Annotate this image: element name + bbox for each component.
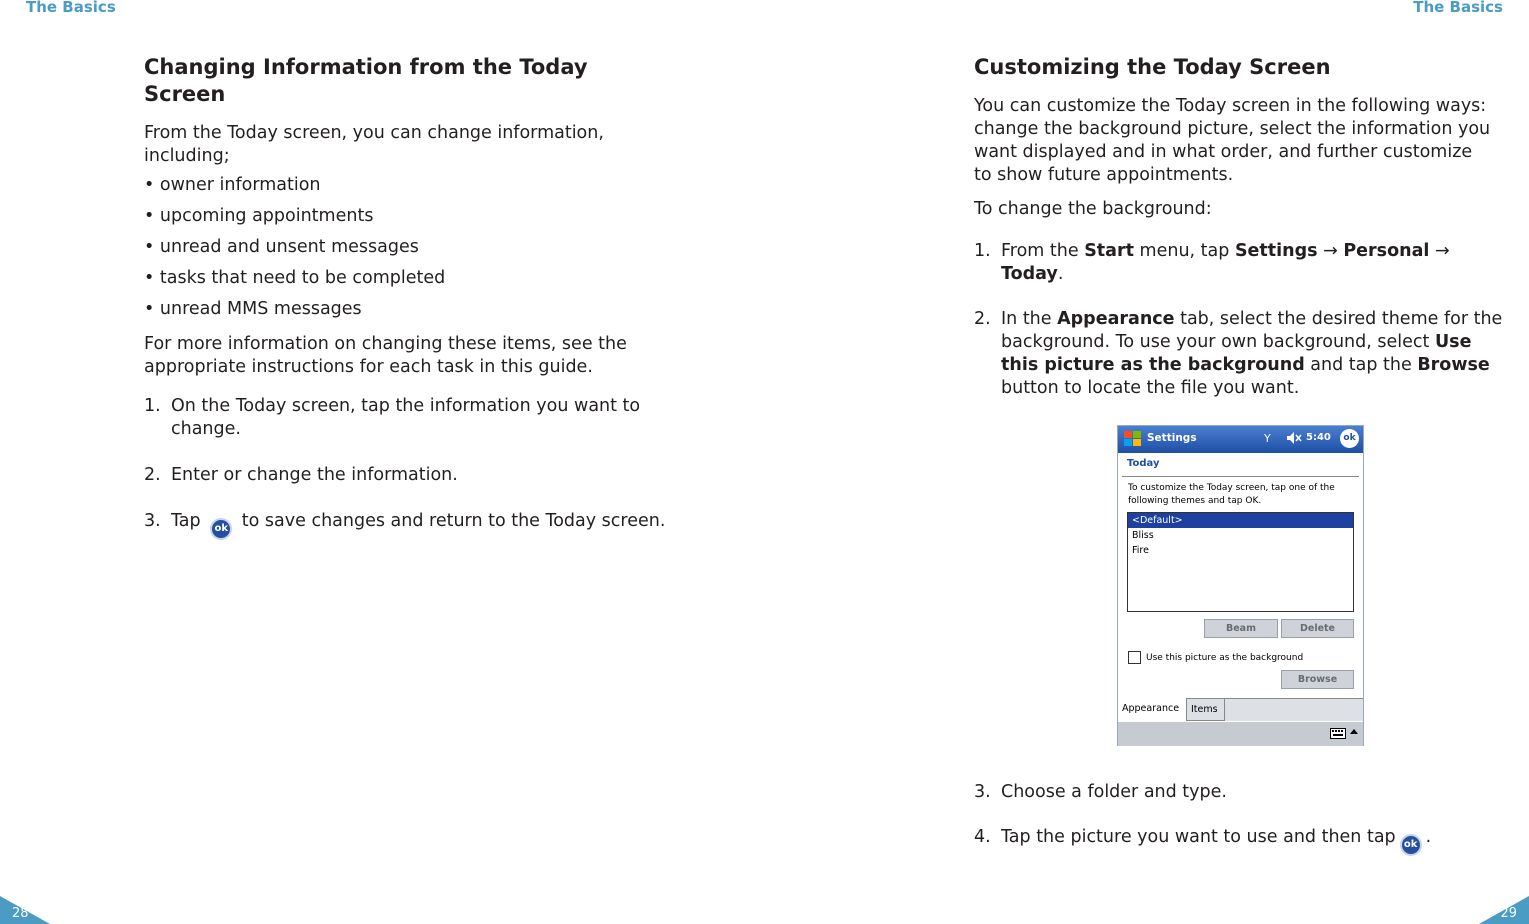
right-step-1 [974,240,1501,286]
step-text-before: Tap [171,511,201,531]
beam-button[interactable]: Beam [1204,619,1278,638]
step-number: 3. [144,511,161,531]
step-text: menu, tap [1133,241,1235,261]
page-number-left-text: 28 [12,906,29,921]
use-picture-label: Use this picture as the background [1001,332,1472,375]
browse-button[interactable]: Browse [1281,670,1354,689]
right-step-4 [974,826,1521,856]
input-arrow-icon[interactable] [1350,728,1358,736]
checkbox-label: Use this picture as the background [1146,653,1304,663]
left-page-title: Changing Information from the Today Screen [144,55,588,106]
bullet-item: • unread MMS messages [144,299,362,319]
step-text-after: . [1425,827,1432,847]
left-step-2 [144,464,704,487]
step-text: . [1057,264,1064,284]
tab-appearance[interactable]: Appearance [1118,698,1187,721]
left-intro: From the Today screen, you can change information, including; [144,123,604,166]
theme-item[interactable]: Fire [1132,545,1149,556]
page-number-left [0,896,50,924]
step-number: 2. [144,465,161,485]
ok-icon: ok [210,518,232,540]
left-step-3 [144,510,731,540]
menu-today: Today [1001,264,1058,284]
step-number: 1. [974,241,991,261]
tab-strip [1118,698,1363,722]
title-bar [1118,426,1363,453]
right-step-2 [974,308,1511,400]
appearance-label: Appearance [1057,309,1175,329]
speaker-icon[interactable] [1286,431,1302,445]
running-header-right: The Basics [1413,0,1503,16]
step-number: 1. [144,396,161,416]
step-text: Enter or change the information. [171,465,458,485]
running-header-left: The Basics [26,0,116,16]
menu-personal: Personal [1343,241,1430,261]
theme-item[interactable]: Bliss [1132,530,1154,541]
instruction-text: To customize the Today screen, tap one of the following themes and tap OK. [1128,483,1335,506]
keyboard-icon[interactable] [1330,728,1346,739]
left-more-info: For more information on changing these items, see the appropriate instructions for each task in this guide. [144,334,627,377]
step-text: Tap the picture you want to use and then tap [1001,827,1396,847]
step-text: and tap the [1304,355,1418,375]
divider [1122,476,1359,477]
today-settings-screenshot [1117,425,1364,746]
page-number-right-text: 29 [1500,906,1517,921]
right-page-title: Customizing the Today Screen [974,55,1331,79]
ok-button[interactable]: ok [1340,429,1359,448]
menu-bar [1118,721,1363,746]
menu-settings: Settings [1234,241,1318,261]
use-picture-checkbox[interactable] [1128,651,1141,664]
section-title: Today [1127,458,1160,469]
arrow: → [1429,241,1450,261]
right-step-3 [974,781,1227,804]
windows-logo-icon[interactable] [1123,430,1143,448]
step-text: From the [1001,241,1085,261]
step-number: 2. [974,309,991,329]
clock[interactable]: 5:40 [1306,432,1331,443]
step-text: On the Today screen, tap the information you want to change. [171,396,641,439]
arrow: → [1317,241,1344,261]
left-page [144,54,704,540]
right-sub: To change the background: [974,199,1212,219]
page-number-right [1479,896,1529,924]
left-step-1 [144,395,671,441]
browse-label: Browse [1417,355,1490,375]
right-intro: You can customize the Today screen in the following ways: change the background picture, select the information you want displayed and in what order, and further customize to show future appointments. [974,96,1491,185]
step-text-after: to save changes and return to the Today screen. [241,511,666,531]
ok-icon: ok [1400,834,1422,856]
theme-list[interactable] [1127,512,1354,612]
theme-item[interactable]: <Default> [1128,513,1353,528]
step-number: 4. [974,827,991,847]
bullet-item: • tasks that need to be completed [144,268,446,288]
signal-icon: Y [1264,432,1271,445]
step-text: tab, select the desired theme for the background. To use your own background, select [1001,309,1503,352]
step-text: Choose a folder and type. [1001,782,1227,802]
delete-button[interactable]: Delete [1281,619,1354,638]
step-text: button to locate the file you want. [1001,378,1300,398]
bullet-item: • unread and unsent messages [144,237,419,257]
bullet-item: • upcoming appointments [144,206,374,226]
menu-start: Start [1084,241,1134,261]
window-title: Settings [1147,432,1197,444]
step-text: In the [1001,309,1058,329]
tab-items[interactable]: Items [1187,698,1225,721]
bullet-item: • owner information [144,175,321,195]
step-number: 3. [974,782,991,802]
